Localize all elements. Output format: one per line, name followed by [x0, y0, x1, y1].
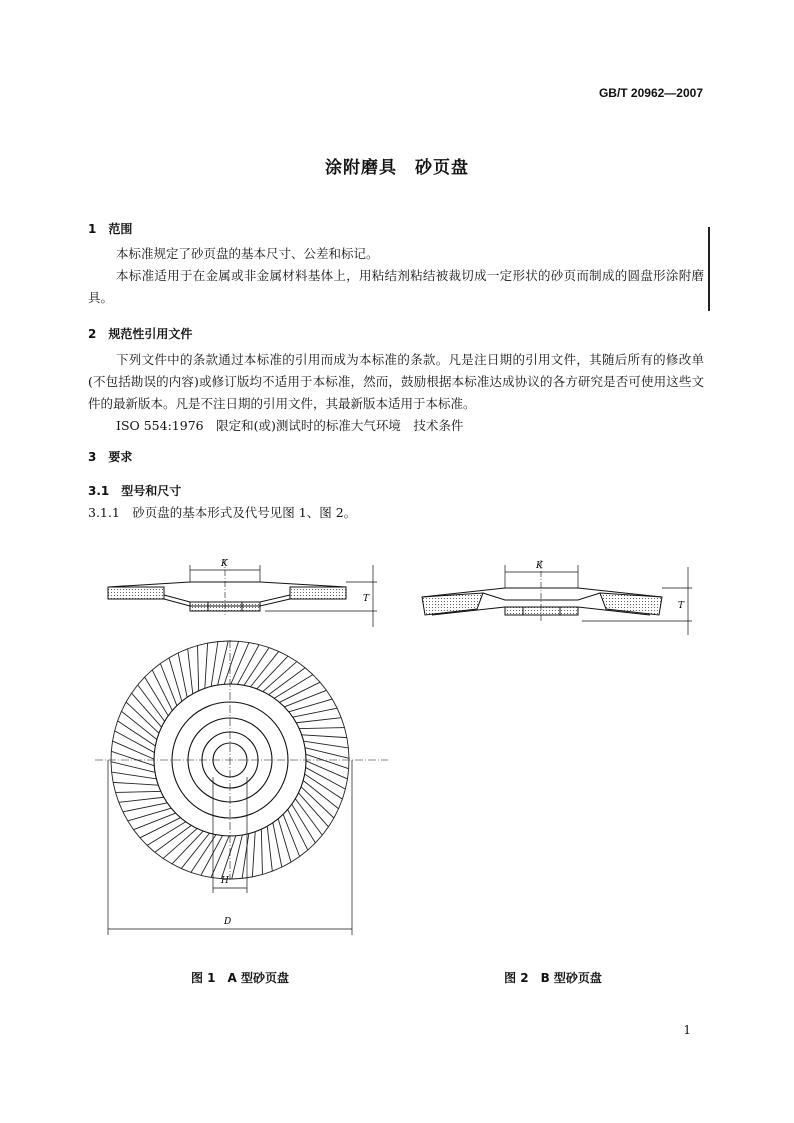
section-2-paragraph-1: 下列文件中的条款通过本标准的引用而成为本标准的条款。凡是注日期的引用文件，其随后所有的修改单(不包括勘误的内容)或修订版均不适用于本标准，然而，鼓励根据本标准达成协议的各方研究是否可使用这些文件的最新版本。凡是不注日期的引用文件，其最新版本适用于本标准。	[88, 352, 704, 411]
standard-code: GB/T 20962—2007	[598, 86, 703, 100]
figure-1-drawing	[95, 555, 395, 940]
fig1-dim-k: K	[221, 559, 228, 569]
figure-1-caption: 图 1 A 型砂页盘	[191, 971, 289, 985]
section-1-heading: 1 范围	[88, 222, 133, 236]
subsection-3-1-1-text: 3.1.1 砂页盘的基本形式及代号见图 1、图 2。	[88, 505, 357, 520]
subsection-3-1-heading: 3.1 型号和尺寸	[88, 484, 182, 498]
fig1-flap-edge	[111, 762, 112, 772]
fig1-side-view	[108, 559, 377, 627]
fig1-front-view	[95, 640, 388, 935]
document-title: 涂附磨具 砂页盘	[325, 158, 469, 178]
section-3-heading: 3 要求	[88, 450, 133, 464]
revision-bar	[708, 227, 710, 311]
fig2-dim-t: T	[678, 601, 685, 611]
section-2-heading: 2 规范性引用文件	[88, 327, 193, 341]
section-1-paragraph-2: 本标准适用于在金属或非金属材料基体上，用粘结剂粘结被裁切成一定形状的砂页而制成的圆盘形涂附磨具。	[88, 268, 704, 305]
fig1-flap-edge	[218, 641, 228, 642]
fig1-dim-d: D	[224, 917, 232, 927]
fig1-flap-edge	[232, 878, 242, 879]
fig1-flap-edge	[348, 748, 349, 758]
fig1-dim-t: T	[363, 594, 370, 604]
fig1-dim-h: H	[221, 876, 229, 886]
normative-reference-iso554: ISO 554:1976 限定和(或)测试时的标准大气环境 技术条件	[116, 418, 464, 433]
figure-2-caption: 图 2 B 型砂页盘	[504, 971, 602, 985]
figure-2-drawing	[410, 555, 700, 645]
section-1-paragraph-1: 本标准规定了砂页盘的基本尺寸、公差和标记。	[116, 246, 379, 261]
page-number: 1	[683, 1023, 691, 1037]
fig2-dim-k: K	[536, 561, 543, 571]
